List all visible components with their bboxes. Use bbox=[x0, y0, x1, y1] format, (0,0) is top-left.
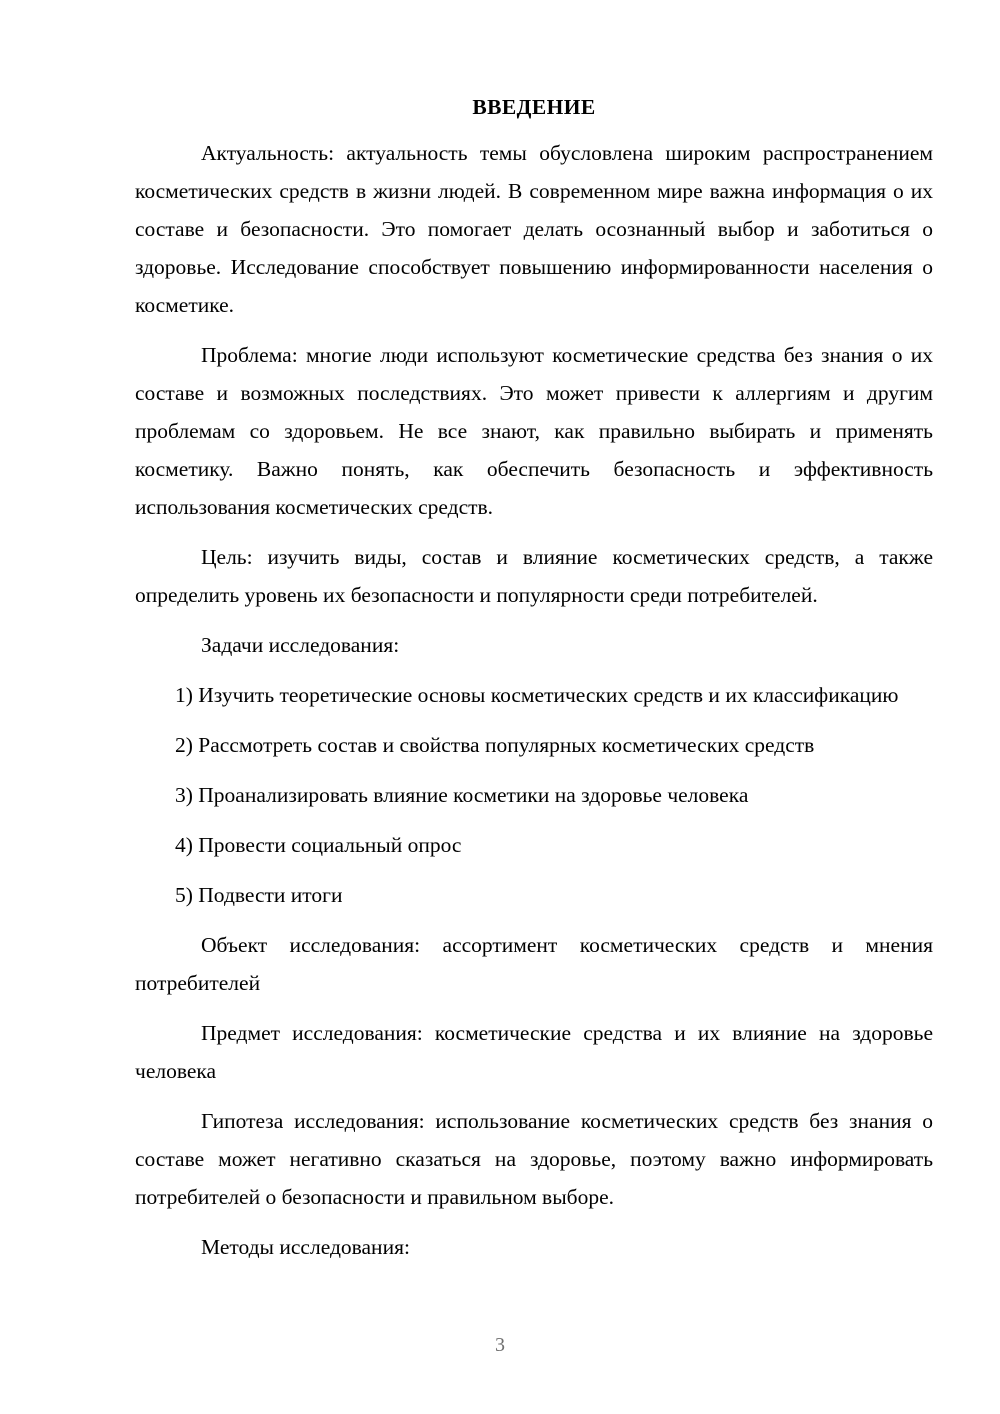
paragraph-relevance: Актуальность: актуальность темы обусловлена широким распространением косметических средств в жизни людей. В современном мире важна информация о их составе и безопасности. Это помогает делать осознанный выбор и заботиться о здоровье. Исследование способствует повышению информированности населения о косметике. bbox=[135, 141, 933, 317]
paragraph-goal: Цель: изучить виды, состав и влияние косметических средств, а также определить уровень их безопасности и популярности среди потребителей. bbox=[135, 545, 933, 607]
paragraph-hypothesis: Гипотеза исследования: использование косметических средств без знания о составе может негативно сказаться на здоровье, поэтому важно информировать потребителей о безопасности и правильном выборе. bbox=[135, 1109, 933, 1209]
heading-tasks: Задачи исследования: bbox=[201, 633, 400, 657]
list-item: 3) Проанализировать влияние косметики на здоровье человека bbox=[175, 783, 749, 807]
paragraph-object: Объект исследования: ассортимент косметических средств и мнения потребителей bbox=[135, 933, 933, 995]
list-item: 4) Провести социальный опрос bbox=[175, 833, 462, 857]
paragraph-problem: Проблема: многие люди используют косметические средства без знания о их составе и возможных последствиях. Это может привести к аллергиям и другим проблемам со здоровьем. Не все знают, как правильно выбирать и применять косметику. Важно понять, как обеспечить безопасность и эффективность использования косметических средств. bbox=[135, 343, 933, 519]
paragraph-subject: Предмет исследования: косметические средства и их влияние на здоровье человека bbox=[135, 1021, 933, 1083]
page-number: 3 bbox=[495, 1334, 505, 1356]
list-item: 5) Подвести итоги bbox=[175, 883, 343, 907]
list-item: 1) Изучить теоретические основы косметических средств и их классификацию bbox=[175, 683, 899, 707]
list-item: 2) Рассмотреть состав и свойства популярных косметических средств bbox=[175, 733, 815, 757]
heading-methods: Методы исследования: bbox=[201, 1235, 410, 1259]
document-body bbox=[135, 88, 933, 1278]
page-title: ВВЕДЕНИЕ bbox=[472, 95, 596, 119]
